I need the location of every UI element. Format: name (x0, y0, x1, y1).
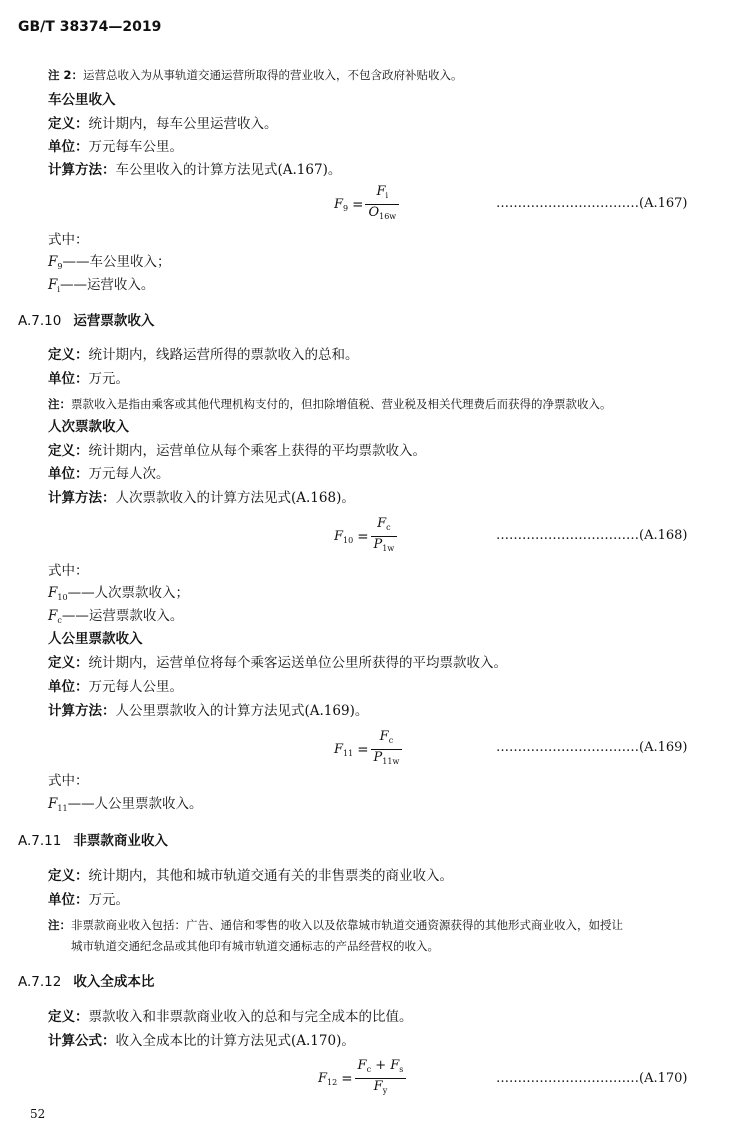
term-definition: $F_{10}——$人次票款收入； (48, 585, 190, 602)
term-title-car-km: 车公里收入 (48, 92, 116, 108)
formula-a169: $F_{11}$ = $\frac{F_c}{P_{11w}}$ (334, 729, 402, 770)
equation-number-a167: ……………………………(A.167) (496, 196, 688, 211)
equation-number-a168: ……………………………(A.168) (496, 528, 688, 543)
definition-a7-12: 定义：票款收入和非票款商业收入的总和与完全成本的比值。 (48, 1009, 413, 1025)
note-a7-10: 注：票款收入是指由乘客或其他代理机构支付的，但扣除增值税、营业税及相关代理费后而获得的净票款收入。 (48, 397, 612, 411)
definition-a7-11: 定义：统计期内，其他和城市轨道交通有关的非售票类的商业收入。 (48, 868, 453, 884)
note-a7-11: 注：非票款商业收入包括：广告、通信和零售的收入以及依靠城市轨道交通资源获得的其他形式商业收入，如授让 (48, 918, 623, 932)
formula-a170: $F_{12}$ = $\frac{F_c + F_s}{F_y}$ (318, 1058, 406, 1099)
term-definition: $F_{11}——$人公里票款收入。 (48, 796, 203, 813)
definition-car-km: 定义：统计期内，每车公里运营收入。 (48, 116, 278, 132)
section-heading-a7-11: A.7.11 非票款商业收入 (18, 833, 168, 849)
definition-person-km: 定义：统计期内，运营单位将每个乘客运送单位公里所获得的平均票款收入。 (48, 655, 507, 671)
unit-a7-11: 单位：万元。 (48, 892, 129, 908)
term-definition: $F_c——$运营票款收入。 (48, 608, 184, 625)
unit-a7-10: 单位：万元。 (48, 371, 129, 387)
formula-a167: $F_9$ = $\frac{F_i}{O_{16w}}$ (334, 184, 399, 225)
calc-person-km: 计算方法：人公里票款收入的计算方法见式(A.169)。 (48, 703, 369, 719)
unit-car-km: 单位：万元每车公里。 (48, 139, 183, 155)
formula-a168: $F_{10}$ = $\frac{F_c}{P_{1w}}$ (334, 516, 397, 557)
term-title-per-person: 人次票款收入 (48, 419, 129, 435)
term-definition: $F_9——$车公里收入； (48, 254, 171, 271)
calc-per-person: 计算方法：人次票款收入的计算方法见式(A.168)。 (48, 490, 355, 506)
definition-a7-10: 定义：统计期内，线路运营所得的票款收入的总和。 (48, 347, 359, 363)
term-definition: $F_i——$运营收入。 (48, 277, 155, 294)
where-label: 式中： (48, 563, 89, 579)
unit-person-km: 单位：万元每人公里。 (48, 679, 183, 695)
page-number: 52 (30, 1107, 46, 1121)
where-label: 式中： (48, 232, 89, 248)
definition-per-person: 定义：统计期内，运营单位从每个乘客上获得的平均票款收入。 (48, 443, 426, 459)
calc-a7-12: 计算公式：收入全成本比的计算方法见式(A.170)。 (48, 1033, 355, 1049)
unit-per-person: 单位：万元每人次。 (48, 466, 170, 482)
note-2: 注 2：运营总收入为从事轨道交通运营所取得的营业收入，不包含政府补贴收入。 (48, 68, 463, 82)
note-a7-11-continued: 城市轨道交通纪念品或其他印有城市轨道交通标志的产品经营权的收入。 (71, 939, 439, 953)
equation-number-a170: ……………………………(A.170) (496, 1071, 688, 1086)
where-label: 式中： (48, 773, 89, 789)
term-title-person-km: 人公里票款收入 (48, 631, 143, 647)
section-heading-a7-12: A.7.12 收入全成本比 (18, 974, 155, 990)
section-heading-a7-10: A.7.10 运营票款收入 (18, 313, 155, 329)
equation-number-a169: ……………………………(A.169) (496, 740, 688, 755)
calc-car-km: 计算方法：车公里收入的计算方法见式(A.167)。 (48, 162, 342, 178)
standard-number: GB/T 38374—2019 (18, 19, 162, 35)
